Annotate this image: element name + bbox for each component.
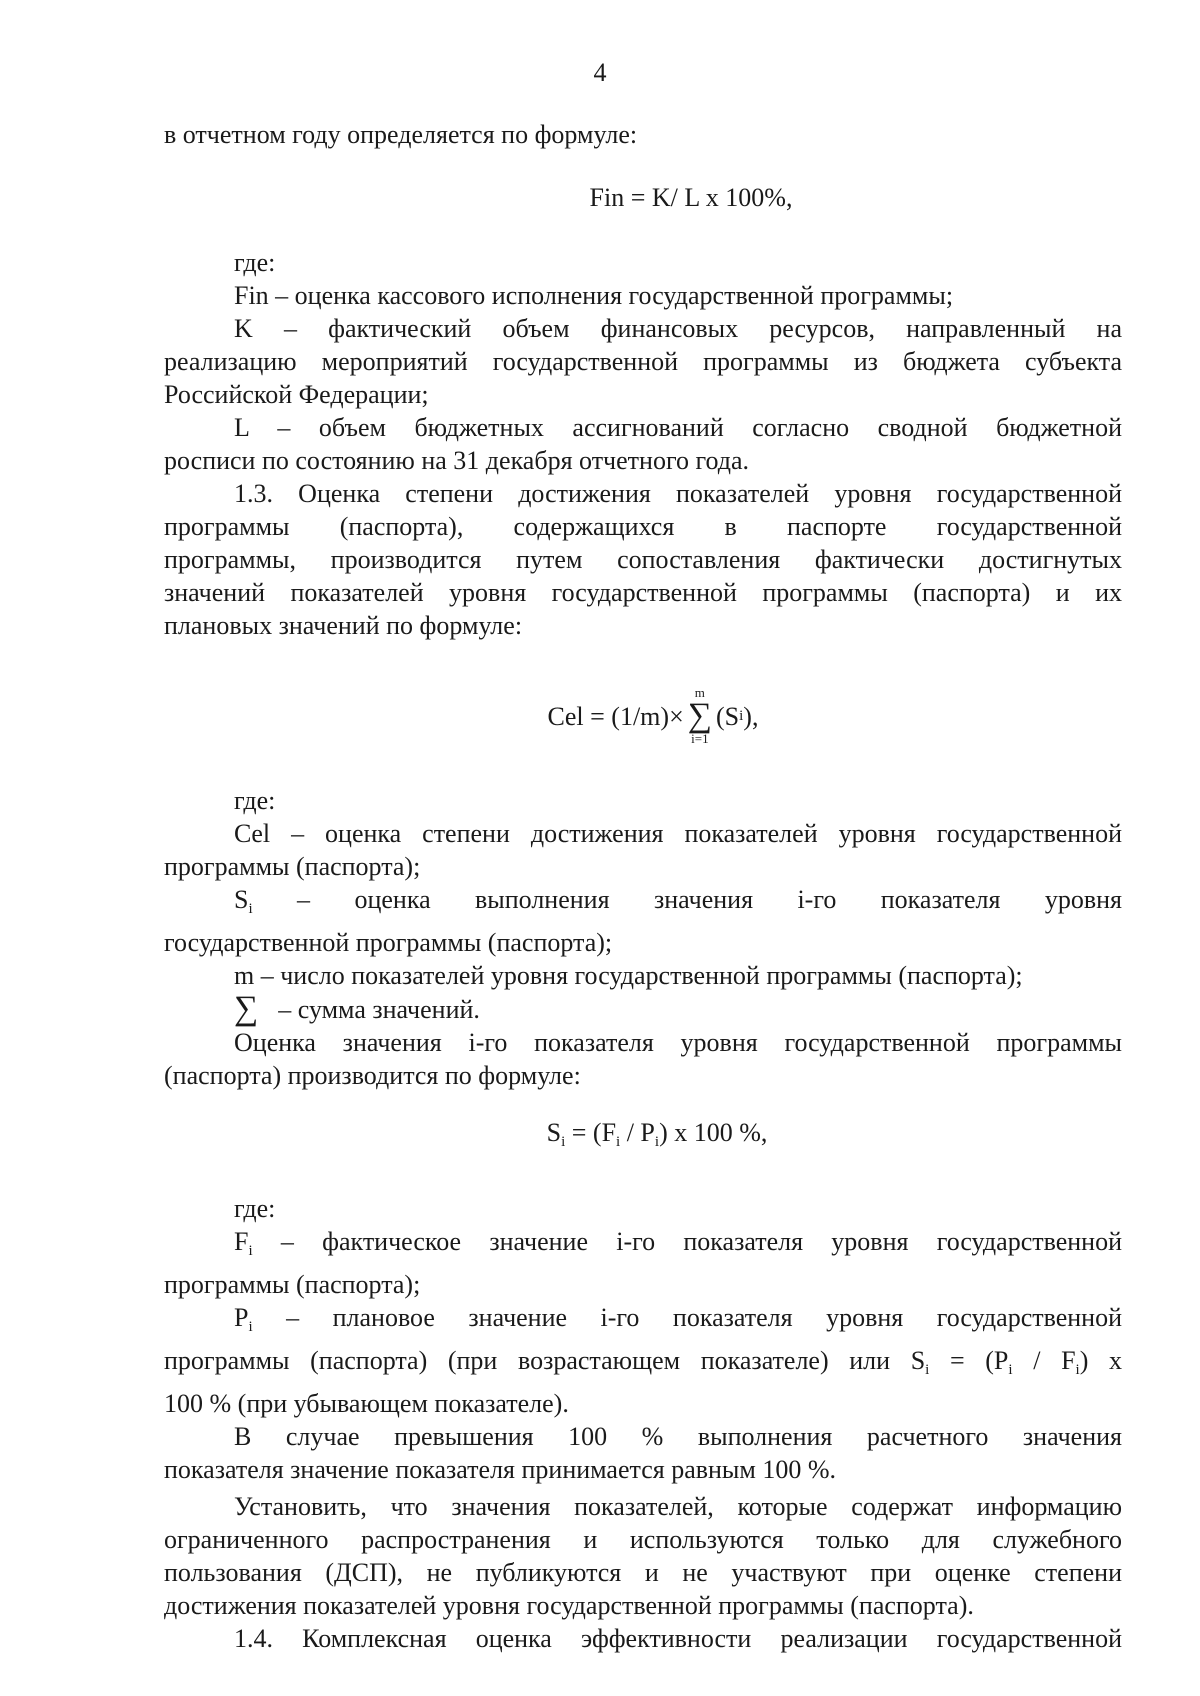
fi-symbol: F <box>234 1227 249 1256</box>
where-label: где: <box>234 1194 276 1223</box>
definition-fi-line-1 <box>164 1225 1122 1268</box>
formula-si <box>164 1116 1122 1159</box>
definition-pi-line-2 <box>164 1344 1122 1387</box>
si-symbol: S <box>234 885 249 914</box>
definition-k-line-1: K – фактический объем финансовых ресурсов, направленный на <box>234 314 1122 343</box>
definition-fin: Fin – оценка кассового исполнения государственной программы; <box>234 281 954 310</box>
formula-si-mid2: / P <box>620 1118 655 1147</box>
pi-subscript: i <box>248 1319 253 1335</box>
fi-text: – фактическое значение i-го показателя уровня государственной <box>252 1227 1122 1256</box>
si-subscript: i <box>248 901 253 917</box>
pi-line-2-c: / F <box>1012 1346 1076 1375</box>
definition-cel-line-1: Cel – оценка степени достижения показателей уровня государственной <box>234 819 1122 848</box>
definition-l-line-2: росписи по состоянию на 31 декабря отчетного года. <box>164 446 749 475</box>
formula-fin: Fin = K/ L x 100%, <box>589 183 793 212</box>
formula-cel-right-close: ), <box>743 701 759 731</box>
document-body <box>164 118 1122 1655</box>
formula-si-mid1: = (F <box>565 1118 617 1147</box>
definition-l <box>164 411 1122 477</box>
paragraph-line: (паспорта) производится по формуле: <box>164 1061 581 1090</box>
pi-line-2-sub: i <box>1008 1362 1013 1378</box>
paragraph-line: В случае превышения 100 % выполнения расчетного значения <box>234 1422 1122 1451</box>
paragraph-evaluation <box>164 1026 1122 1092</box>
paragraph-line: достижения показателей уровня государственной программы (паспорта). <box>164 1591 974 1620</box>
sigma-icon: ∑ <box>687 697 712 734</box>
paragraph-line: значений показателей уровня государственной программы (паспорта) и их <box>164 578 1122 607</box>
formula-si-tail: ) x 100 %, <box>659 1118 768 1147</box>
paragraph-1-4: 1.4. Комплексная оценка эффективности реализации государственной <box>234 1624 1122 1653</box>
sum-lower-limit: i=1 <box>691 731 709 746</box>
definition-sum <box>164 992 1122 1026</box>
paragraph-line: программы (паспорта), содержащихся в паспорте государственной <box>164 512 1122 541</box>
pi-line-2-sub: i <box>925 1362 930 1378</box>
pi-line-2-a: программы (паспорта) (при возрастающем показателе) или S <box>164 1346 926 1375</box>
definition-si-line-2: государственной программы (паспорта); <box>164 928 613 957</box>
definition-sum-text: – сумма значений. <box>278 994 480 1024</box>
page-number: 4 <box>593 58 607 87</box>
sigma-icon: ∑ <box>234 990 259 1027</box>
definition-pi-line-1 <box>164 1301 1122 1344</box>
pi-line-2-b: = (P <box>929 1346 1009 1375</box>
definition-pi <box>164 1301 1122 1420</box>
where-label: где: <box>234 248 276 277</box>
pi-text: – плановое значение i-го показателя уровня государственной <box>252 1303 1122 1332</box>
definition-si <box>164 883 1122 959</box>
definition-k-line-3: Российской Федерации; <box>164 380 429 409</box>
where-label: где: <box>234 786 276 815</box>
formula-si-sub: i <box>561 1134 566 1150</box>
formula-cel-subscript: i <box>739 707 744 724</box>
paragraph-line: ограниченного распространения и используются только для служебного <box>164 1525 1122 1554</box>
paragraph-exceed <box>164 1420 1122 1486</box>
formula-si-s: S <box>546 1118 562 1147</box>
pi-line-2-sub: i <box>1075 1362 1080 1378</box>
fi-subscript: i <box>248 1243 253 1259</box>
paragraph-line: Установить, что значения показателей, которые содержат информацию <box>234 1492 1122 1521</box>
formula-pi-sub: i <box>654 1134 660 1150</box>
paragraph-line: 1.3. Оценка степени достижения показателей уровня государственной <box>234 479 1122 508</box>
formula-cel-right-open: (S <box>715 701 740 731</box>
paragraph-line: плановых значений по формуле: <box>164 611 523 640</box>
definition-k <box>164 312 1122 411</box>
definition-m: m – число показателей уровня государственной программы (паспорта); <box>234 961 1023 990</box>
sum-upper-limit: m <box>694 685 705 700</box>
definition-k-line-2: реализацию мероприятий государственной программы из бюджета субъекта <box>164 347 1122 376</box>
paragraph-1-3 <box>164 477 1122 642</box>
paragraph-line: Оценка значения i-го показателя уровня государственной программы <box>234 1028 1122 1057</box>
sum-operator <box>688 686 712 746</box>
definition-fi-line-2: программы (паспорта); <box>164 1270 421 1299</box>
definition-cel <box>164 817 1122 883</box>
paragraph-line: программы, производится путем сопоставления фактически достигнутых <box>164 545 1122 574</box>
formula-cel-left: Cel = (1/m)× <box>547 701 684 731</box>
formula-cel <box>164 666 1122 766</box>
paragraph-dsp <box>164 1490 1122 1622</box>
definition-fi <box>164 1225 1122 1301</box>
definition-l-line-1: L – объем бюджетных ассигнований согласно сводной бюджетной <box>234 413 1122 442</box>
definition-cel-line-2: программы (паспорта); <box>164 852 421 881</box>
si-text: – оценка выполнения значения i-го показателя уровня <box>252 885 1122 914</box>
definition-pi-line-3: 100 % (при убывающем показателе). <box>164 1389 569 1418</box>
paragraph-line: пользования (ДСП), не публикуются и не участвуют при оценке степени <box>164 1558 1122 1587</box>
paragraph-line: показателя значение показателя принимается равным 100 %. <box>164 1455 837 1484</box>
pi-symbol: P <box>234 1303 249 1332</box>
pi-line-2-d: ) x <box>1079 1346 1123 1375</box>
intro-text: в отчетном году определяется по формуле: <box>164 120 638 149</box>
formula-fi-sub: i <box>616 1134 621 1150</box>
definition-si-line-1 <box>164 883 1122 926</box>
